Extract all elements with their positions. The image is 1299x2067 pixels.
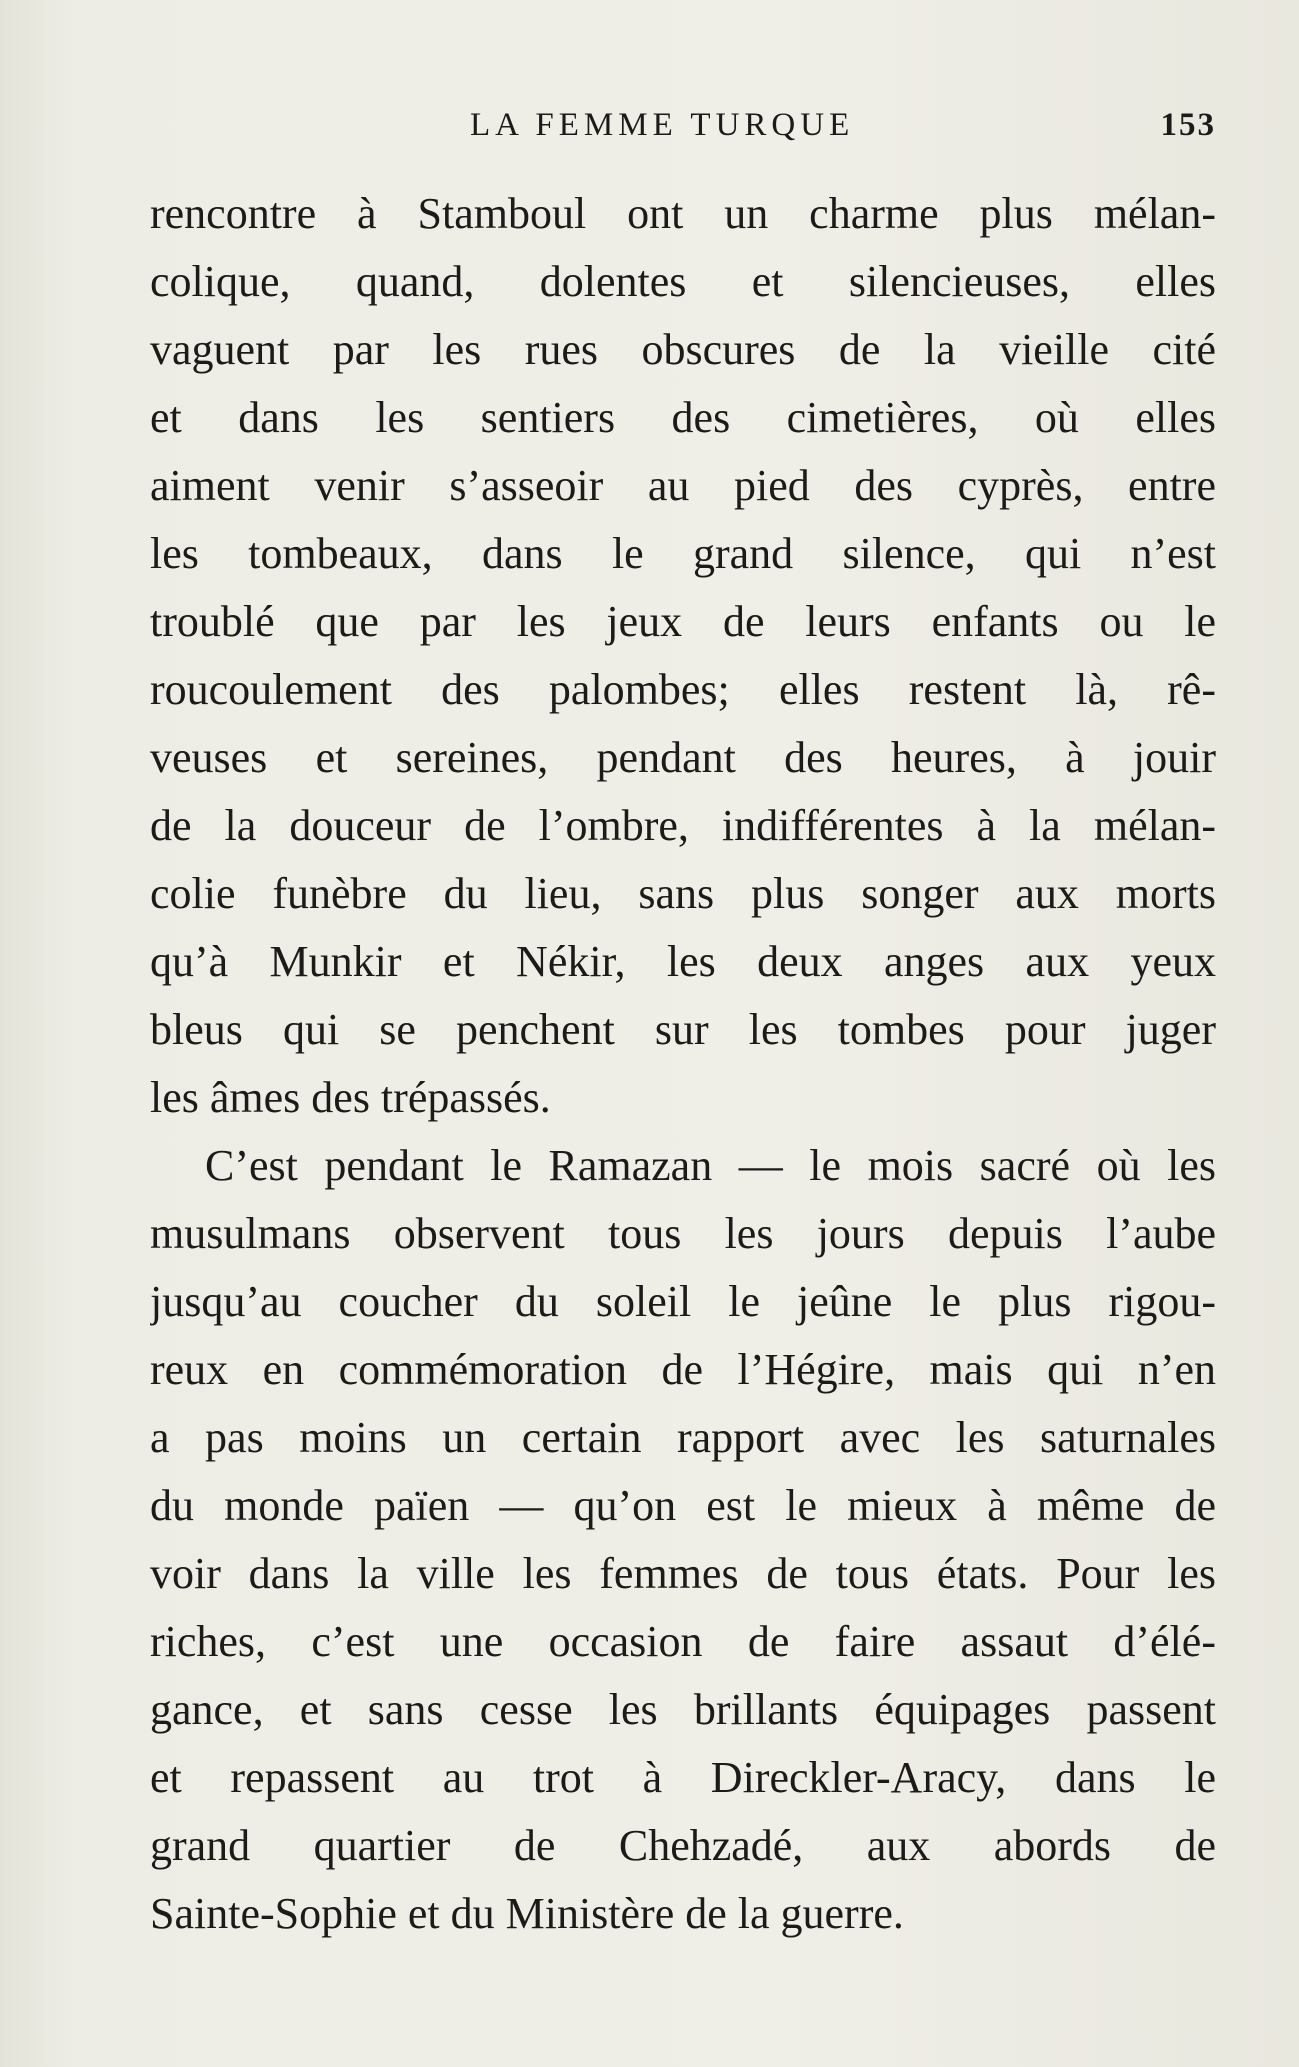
text-line: bleus qui se penchent sur les tombes pour juger — [150, 1005, 1216, 1054]
text-line: colique, quand, dolentes et silencieuses, elles — [150, 257, 1216, 306]
text-line: du monde païen — qu’on est le mieux à même de — [150, 1481, 1216, 1530]
text-line: jusqu’au coucher du soleil le jeûne le plus rigou- — [150, 1277, 1216, 1326]
running-head — [150, 103, 1216, 147]
text-line: aiment venir s’asseoir au pied des cyprès, entre — [150, 461, 1216, 510]
text-line: a pas moins un certain rapport avec les saturnales — [150, 1413, 1216, 1462]
running-title: LA FEMME TURQUE — [470, 107, 855, 143]
text-line: de la douceur de l’ombre, indifférentes à la mélan- — [150, 801, 1216, 850]
text-line: veuses et sereines, pendant des heures, à jouir — [150, 733, 1216, 782]
text-line: musulmans observent tous les jours depuis l’aube — [150, 1209, 1216, 1258]
paragraph-2 — [150, 1132, 1216, 1948]
text-line: C’est pendant le Ramazan — le mois sacré où les — [205, 1141, 1216, 1190]
text-line: Sainte-Sophie et du Ministère de la guerre. — [150, 1889, 904, 1938]
page-number: 153 — [1160, 107, 1216, 143]
text-line: et dans les sentiers des cimetières, où elles — [150, 393, 1216, 442]
paragraph-1 — [150, 180, 1216, 1132]
text-line: qu’à Munkir et Nékir, les deux anges aux yeux — [150, 937, 1216, 986]
text-line: grand quartier de Chehzadé, aux abords de — [150, 1821, 1216, 1870]
text-line: les âmes des trépassés. — [150, 1073, 551, 1122]
text-line: les tombeaux, dans le grand silence, qui n’est — [150, 529, 1216, 578]
text-line: colie funèbre du lieu, sans plus songer aux morts — [150, 869, 1216, 918]
text-line: roucoulement des palombes; elles restent là, rê- — [150, 665, 1216, 714]
body-text — [150, 180, 1216, 1948]
text-line: vaguent par les rues obscures de la vieille cité — [150, 325, 1216, 374]
text-line: rencontre à Stamboul ont un charme plus mélan- — [150, 189, 1216, 238]
text-line: troublé que par les jeux de leurs enfants ou le — [150, 597, 1216, 646]
text-line: riches, c’est une occasion de faire assaut d’élé- — [150, 1617, 1216, 1666]
text-line: voir dans la ville les femmes de tous états. Pour les — [150, 1549, 1216, 1598]
text-line: et repassent au trot à Direckler-Aracy, dans le — [150, 1753, 1216, 1802]
text-line: gance, et sans cesse les brillants équipages passent — [150, 1685, 1216, 1734]
text-line: reux en commémoration de l’Hégire, mais qui n’en — [150, 1345, 1216, 1394]
